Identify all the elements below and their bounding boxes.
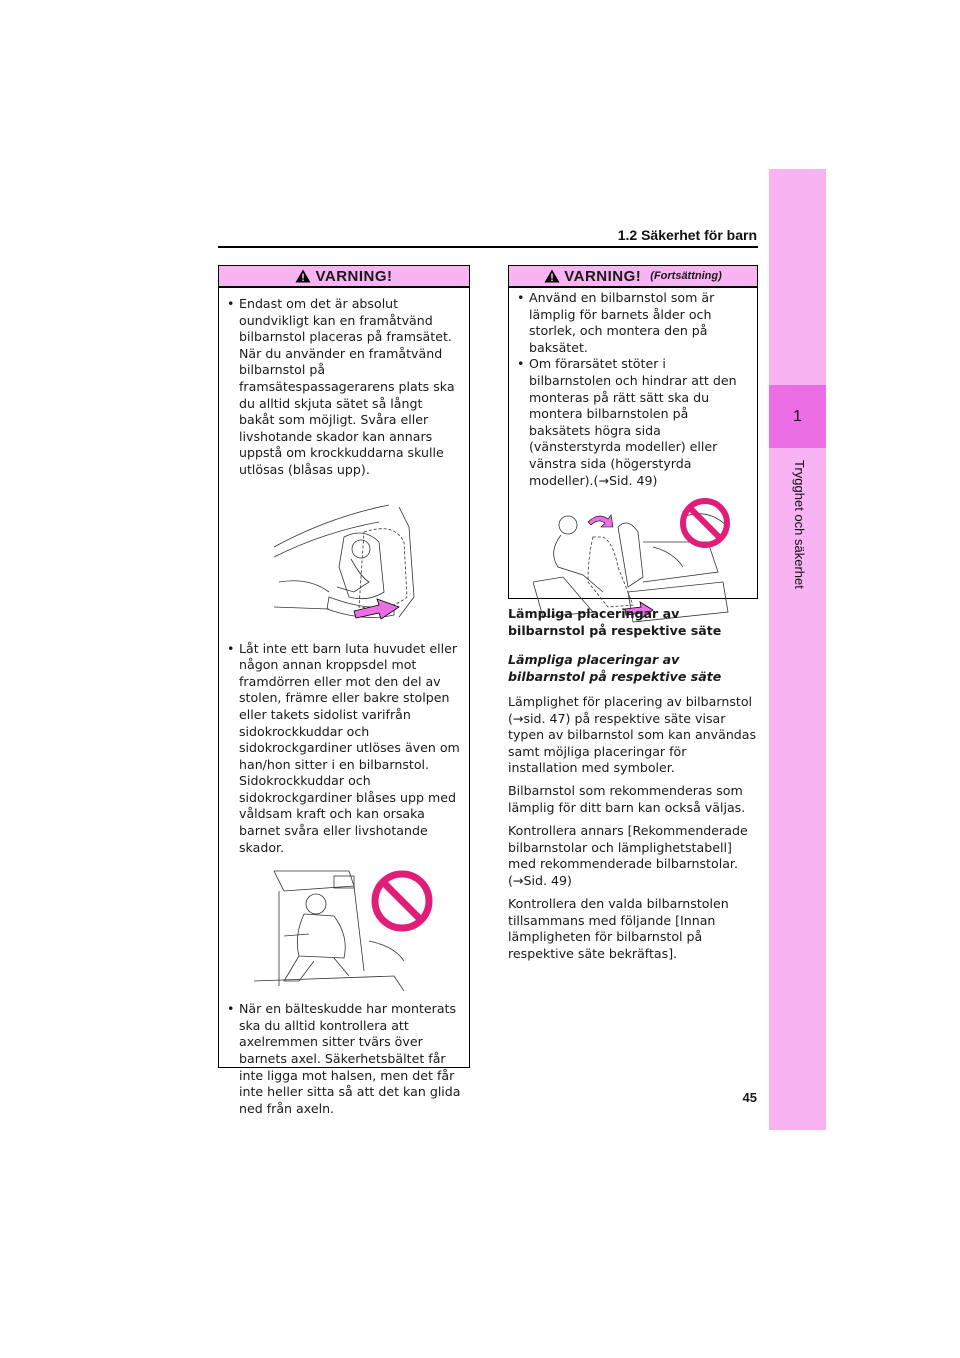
section-header: 1.2 Säkerhet för barn [617,227,757,243]
page-number: 45 [742,1090,757,1105]
warning-bullet: • Endast om det är absolut oundvikligt kan en framåtvänd bilbarnstol placeras på framsätet. När du använder en framåtvänd bilbarnstol på framsätespassagerarens plats ska du alltid skjuta sätet så långt bakåt som möjligt. Svåra eller livshotande skador kan annars uppstå om krockkuddarna skulle utlösas (blåsas upp). [227,296,455,477]
left-warning-box [218,265,470,1116]
section-heading: Lämpliga placeringar av bilbarnstol på respektive säte [508,606,722,638]
body-paragraph: Kontrollera annars [Rekommenderade bilbarnstolar och lämplighetstabell] med rekommenderade bilbarnstolar. (→Sid. 49) [508,823,748,888]
warning-bullet: • När en bälteskudde har monterats ska du alltid kontrollera att axelremmen sitter tvärs över barnets axel. Säkerhetsbältet får inte ligga mot halsen, men det får inte heller sitta så att det kan glida ned från axeln. [227,1001,461,1116]
chapter-number: 1 [769,385,826,448]
child-booster-seat-illustration [254,866,434,991]
pink-arrow-icon [588,515,613,527]
child-seat-front-illustration [269,497,419,627]
section-subheading: Lämpliga placeringar av bilbarnstol på respektive säte [508,652,722,684]
prohibition-icon [683,501,727,545]
prohibition-icon [375,874,429,928]
warning-triangle-icon [295,269,311,283]
warning-triangle-icon [544,269,560,283]
pink-arrow-icon [354,599,399,619]
warning-header [509,266,757,288]
warning-subtitle: (Fortsättning) [650,270,722,282]
warning-title: VARNING! [564,267,642,285]
body-paragraph: Bilbarnstol som rekommenderas som lämplig för ditt barn kan också väljas. [508,783,746,815]
warning-bullet: • Om förarsätet stöter i bilbarnstolen och hindrar att den monteras på rätt sätt ska du montera bilbarnstolen på baksätets högra sida (vänsterstyrda modeller) eller vänstra sida (högerstyrda modeller).(→Sid. 49) [517,356,737,488]
chapter-side-tab [769,169,826,1130]
body-paragraph: Kontrollera den valda bilbarnstolen tillsammans med följande [Innan lämpligheten för bilbarnstol på respektive säte bekräftas]. [508,896,729,961]
right-warning-box [508,265,758,599]
header-rule [218,246,758,248]
warning-bullet: • Låt inte ett barn luta huvudet eller någon annan kroppsdel mot framdörren eller mot den del av stolen, främre eller bakre stolpen eller takets sidolist varifrån sidokrockkuddar och sidokrockgardiner utlöses även om han/hon sitter i en bilbarnstol. Sidokrockkuddar och sidokrockgardiner blåses upp med våldsam kraft och kan orsaka barnet svåra eller livshotande skador. [227,640,460,855]
warning-header [219,266,469,288]
warning-bullet: • Använd en bilbarnstol som är lämplig för barnets ålder och storlek, och montera den på baksätet. [517,290,715,355]
body-paragraph: Lämplighet för placering av bilbarnstol (→sid. 47) på respektive säte visar typen av bilbarnstol som kan användas samt möjliga placeringar för installation med symboler. [508,694,757,776]
chapter-label: Trygghet och säkerhet [792,460,807,589]
warning-title: VARNING! [315,267,393,285]
